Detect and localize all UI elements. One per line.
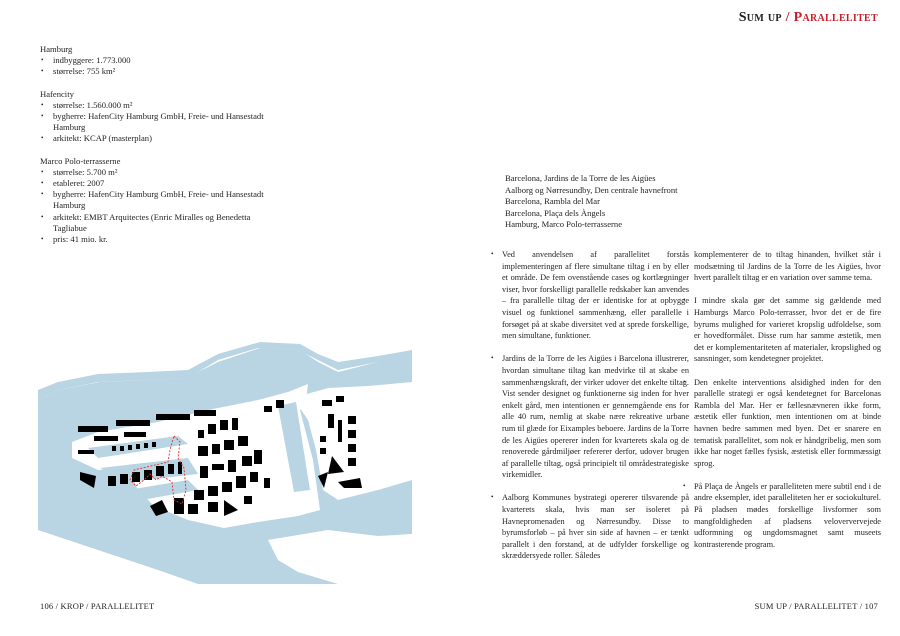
building <box>320 448 326 454</box>
building <box>228 460 236 472</box>
folio-right: SUM UP / PARALLELITET / 107 <box>754 601 878 611</box>
building <box>254 450 262 464</box>
fact-item: • indbyggere: 1.773.000 <box>40 55 270 66</box>
fact-item: • bygherre: HafenCity Hamburg GmbH, Freie- und Hansestadt Hamburg <box>40 111 270 133</box>
fact-item: • størrelse: 5.700 m² <box>40 167 270 178</box>
building <box>94 436 118 441</box>
building <box>78 450 94 454</box>
building <box>198 430 204 438</box>
building <box>320 436 326 442</box>
building <box>108 476 116 486</box>
building <box>250 472 258 482</box>
body-paragraph: • I mindre skala gør det samme sig gældende med Hamburgs Marco Polo-terrasser, hvor det er de fire byrums mulighed for varieret kropslig udfoldelse, som er hovedformålet. Disse rum har samme æstetik, men det er komplementariteten af materialer, kropslighed og sansninger, som kendetegner projektet. <box>694 295 881 365</box>
building <box>178 462 182 474</box>
fact-list <box>40 167 270 245</box>
case-item: Hamburg, Marco Polo-terrasserne <box>505 219 623 230</box>
body-paragraph: • Jardins de la Torre de les Aigües i Barcelona illustrerer, hvordan simultane tiltag kan medvirke til at skabe en sammenhængskraft, der virker udover det enkelte tiltag. Vist sender designet og funktionerne sig inden for hver enkelt gård, men intentionen er gennemgående ens for alle 40 rum, nemlig at skabe nære rekreative urbane rum til glæde for Eixamples beboere. Jardins de la Torre de les Aigües opererer inden for kvarterets skala og de renoverede gårdmiljøer refererer derfor, udover brugen af parallelle tiltag, også principielt til områdestrategiske virkemidler. <box>502 353 689 481</box>
building <box>222 482 232 492</box>
fact-item: • arkitekt: EMBT Arquitectes (Enric Miralles og Benedetta Tagliabue <box>40 212 270 234</box>
building <box>322 400 332 406</box>
building <box>264 478 270 488</box>
building <box>348 444 356 452</box>
building <box>348 416 356 424</box>
fact-group-hamburg <box>40 44 270 78</box>
running-head <box>739 10 878 26</box>
case-list <box>505 173 745 231</box>
building <box>220 420 228 430</box>
building <box>120 474 128 484</box>
building <box>128 445 132 450</box>
body-paragraph: komplementerer de to tiltag hinanden, hvilket står i modsætning til Jardins de la Torre de les Aigües, hvor hvert parallelt tiltag er en variation over samme tema. <box>694 250 881 283</box>
body-paragraph: • Ved anvendelsen af parallelitet forstås implementeringen af flere simultane tiltag i en by eller et område. De fem ovenstående cases og kortlægninger viser, hvor forskelligt parallelle redskaber kan anvendes – fra parallelle tiltag der er identiske for at opbygge visuel og funktionel sammenhæng, eller parallelle i forsøget på at skabe diversitet ved at sprede forskellige, men simultane, funktioner. <box>502 249 689 342</box>
fact-group-title: Hafencity <box>40 88 74 99</box>
building <box>238 436 248 446</box>
fact-group-title: Hamburg <box>40 44 73 54</box>
text-column-2 <box>694 249 881 562</box>
building <box>144 443 148 448</box>
body-paragraph: • Den enkelte interventions alsidighed inden for den parallelle strategi er også kendetegnet for Barcelonas Rambla del Mar. Her er fællesnævneren ikke form, æstetik eller funktion, men intentionen om at binde havnen bedre sammen med byen. Det er snarere en tematisk parallelitet, som nok er håndgribelig, men som ikke har noget fælles fysisk, æstetisk eller formmæssigt sprog. <box>694 377 881 470</box>
building <box>242 456 252 466</box>
folio-left: 106 / KROP / PARALLELITET <box>40 601 155 611</box>
building <box>208 486 218 496</box>
building <box>174 498 184 514</box>
building <box>264 406 272 412</box>
building <box>212 464 224 470</box>
fact-item: • etableret: 2007 <box>40 178 270 189</box>
building <box>194 410 216 416</box>
fact-group-marco-polo <box>40 156 270 246</box>
building <box>152 442 156 447</box>
building <box>212 444 220 454</box>
fact-group-title: Marco Polo-terrasserne <box>40 155 121 166</box>
fact-list <box>40 55 270 77</box>
building <box>198 446 208 456</box>
text-column-1 <box>502 249 689 574</box>
fact-item: • bygherre: HafenCity Hamburg GmbH, Freie- und Hansestadt Hamburg <box>40 189 270 211</box>
building <box>124 432 146 437</box>
map-svg <box>38 340 412 584</box>
building <box>244 496 252 504</box>
building <box>194 490 204 500</box>
building <box>136 444 140 449</box>
building <box>328 414 334 428</box>
case-item: Barcelona, Jardins de la Torre de les Aigües <box>505 173 656 183</box>
fact-item: • pris: 41 mio. kr. <box>40 234 270 245</box>
building <box>168 464 174 474</box>
building <box>348 458 356 466</box>
building <box>348 430 356 438</box>
body-paragraph: • Aalborg Kommunes bystrategi opererer tilsvarende på kvarterets skala, hvis man ser isoleret på Havnepromenaden og Nørresundby. Disse to byrumsforløb – på hver sin side af havnen – er tænkt parallelt i den forstand, at de udfylder forskellige og skræddersyede roller. Således <box>502 492 689 562</box>
running-head-topic: Parallelitet <box>793 10 878 25</box>
building <box>236 476 246 488</box>
building <box>200 466 208 478</box>
running-head-separator: / <box>781 10 794 25</box>
building <box>208 502 218 512</box>
building <box>132 472 140 482</box>
fact-list <box>40 100 270 145</box>
building <box>338 420 342 442</box>
building <box>156 466 164 476</box>
fact-group-hafencity <box>40 89 270 145</box>
fact-item: • arkitekt: KCAP (masterplan) <box>40 133 270 144</box>
building <box>336 396 344 402</box>
case-item: Barcelona, Plaça dels Àngels <box>505 207 606 218</box>
building <box>188 504 198 514</box>
building <box>224 440 234 450</box>
building <box>276 400 284 408</box>
hafencity-figure-ground-map <box>38 340 412 584</box>
body-paragraph: • På Plaça de Àngels er paralleliteten mere subtil end i de andre eksempler, idet paralleliteten her er sociokulturel. På pladsen mødes forskellige livsformer som mangfoldigheden af pladsens veloververvejede udformning og ungdomsmagnet samt museets kontrasterende program. <box>694 481 881 551</box>
building <box>78 426 108 432</box>
building <box>156 414 190 420</box>
building <box>116 420 150 426</box>
fact-item: • størrelse: 755 km² <box>40 66 270 77</box>
running-head-section: Sum up <box>738 10 782 25</box>
case-item: Barcelona, Rambla del Mar <box>505 196 600 207</box>
fact-item: • størrelse: 1.560.000 m² <box>40 100 270 111</box>
building <box>208 424 216 434</box>
building <box>120 446 124 451</box>
facts-block <box>40 44 270 256</box>
building <box>232 418 238 430</box>
building <box>112 446 116 451</box>
case-item: Aalborg og Nørresundby, Den centrale havnefront <box>505 184 678 195</box>
